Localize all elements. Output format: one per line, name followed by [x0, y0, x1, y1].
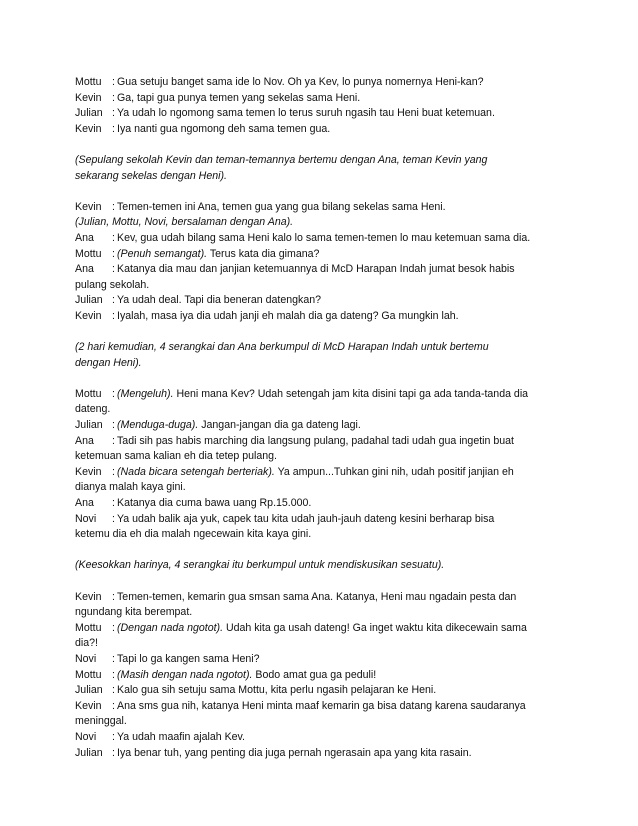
- dialogue-text: Iya benar tuh, yang penting dia juga pernah ngerasain apa yang kita rasain.: [117, 746, 472, 759]
- stage-direction: dengan Heni).: [75, 356, 142, 369]
- stage-direction: (Sepulang sekolah Kevin dan teman-temannya bertemu dengan Ana, teman Kevin yang: [75, 153, 488, 166]
- dialogue-text: Terus kata dia gimana?: [207, 247, 320, 260]
- speaker: Novi: [75, 730, 97, 743]
- dialogue-continuation: ngundang kita berempat.: [75, 606, 193, 619]
- dialogue-line: [75, 730, 575, 746]
- speaker: Julian: [75, 419, 103, 432]
- speaker: Kevin: [75, 699, 102, 712]
- dialogue-line: [75, 309, 575, 325]
- dialogue-line: [75, 91, 575, 107]
- dialogue-line: [75, 122, 575, 138]
- dialogue-text: Tadi sih pas habis marching dia langsung pulang, padahal tadi udah gua ingetin buat: [117, 434, 514, 447]
- speaker: Ana: [75, 497, 94, 510]
- colon: :: [112, 699, 115, 712]
- dialogue-text: Ana sms gua nih, katanya Heni minta maaf kemarin ga bisa datang karena saudaranya: [117, 699, 526, 712]
- dialogue-line: [75, 231, 575, 247]
- stage-direction: sekarang sekelas dengan Heni).: [75, 169, 227, 182]
- action-note: (Masih dengan nada ngotot).: [117, 668, 253, 681]
- speaker: Julian: [75, 746, 103, 759]
- dialogue-line: [75, 200, 575, 216]
- dialogue-text: Kev, gua udah bilang sama Heni kalo lo sama temen-temen lo mau ketemuan sama dia.: [117, 231, 531, 244]
- dialogue-text: Jangan-jangan dia ga dateng lagi.: [198, 419, 361, 432]
- action-note: (Menduga-duga).: [117, 419, 199, 432]
- speaker: Ana: [75, 263, 94, 276]
- dialogue-text: Katanya dia mau dan janjian ketemuannya di McD Harapan Indah jumat besok habis: [117, 263, 515, 276]
- dialogue-line: [75, 418, 575, 434]
- colon: :: [112, 684, 115, 697]
- colon: :: [112, 668, 115, 681]
- stage-direction: (Keesokkan harinya, 4 serangkai itu berkumpul untuk mendiskusikan sesuatu).: [75, 559, 445, 572]
- dialogue-line: [75, 683, 575, 699]
- colon: :: [112, 497, 115, 510]
- dialogue-line: [75, 262, 575, 278]
- dialogue-text: Katanya dia cuma bawa uang Rp.15.000.: [117, 497, 312, 510]
- colon: :: [112, 294, 115, 307]
- colon: :: [112, 200, 115, 213]
- dialogue-text: Udah kita ga usah dateng! Ga inget waktu kita dikecewain sama: [223, 621, 527, 634]
- dialogue-continuation: ketemu dia eh dia malah ngecewain kita kaya gini.: [75, 528, 312, 541]
- colon: :: [112, 122, 115, 135]
- speaker: Julian: [75, 107, 103, 120]
- colon: :: [112, 434, 115, 447]
- dialogue-text: Ya udah lo ngomong sama temen lo terus suruh ngasih tau Heni buat ketemuan.: [117, 107, 495, 120]
- colon: :: [112, 263, 115, 276]
- dialogue-continuation: pulang sekolah.: [75, 278, 150, 291]
- dialogue-continuation: meninggal.: [75, 715, 127, 728]
- colon: :: [112, 512, 115, 525]
- action-note: (Mengeluh).: [117, 387, 174, 400]
- action-note: (Penuh semangat).: [117, 247, 208, 260]
- speaker: Mottu: [75, 668, 102, 681]
- action-note: (Nada bicara setengah berteriak).: [117, 465, 275, 478]
- dialogue-continuation: dateng.: [75, 403, 111, 416]
- speaker: Julian: [75, 294, 103, 307]
- dialogue-line: [75, 247, 575, 263]
- colon: :: [112, 621, 115, 634]
- dialogue-line: [75, 512, 575, 528]
- dialogue-text: Kalo gua sih setuju sama Mottu, kita perlu ngasih pelajaran ke Heni.: [117, 684, 437, 697]
- dialogue-text: Ga, tapi gua punya temen yang sekelas sama Heni.: [117, 91, 361, 104]
- dialogue-continuation: dianya malah kaya gini.: [75, 481, 186, 494]
- stage-direction: (2 hari kemudian, 4 serangkai dan Ana berkumpul di McD Harapan Indah untuk bertemu: [75, 341, 489, 354]
- speaker: Kevin: [75, 122, 102, 135]
- colon: :: [112, 91, 115, 104]
- speaker: Ana: [75, 231, 94, 244]
- dialogue-line: [75, 293, 575, 309]
- speaker: Novi: [75, 652, 97, 665]
- colon: :: [112, 746, 115, 759]
- dialogue-line: [75, 621, 575, 637]
- dialogue-text: Bodo amat gua ga peduli!: [252, 668, 377, 681]
- dialogue-text: Ya ampun...Tuhkan gini nih, udah positif janjian eh: [274, 465, 514, 478]
- dialogue-text: Ya udah deal. Tapi dia beneran datengkan?: [117, 294, 322, 307]
- dialogue-line: [75, 434, 575, 450]
- colon: :: [112, 465, 115, 478]
- document-page: [75, 75, 575, 761]
- speaker: Kevin: [75, 465, 102, 478]
- colon: :: [112, 419, 115, 432]
- speaker: Mottu: [75, 76, 102, 88]
- colon: :: [112, 231, 115, 244]
- dialogue-line: [75, 652, 575, 668]
- dialogue-line: [75, 590, 575, 606]
- dialogue-line: [75, 668, 575, 684]
- colon: :: [112, 590, 115, 603]
- colon: :: [112, 652, 115, 665]
- speaker: Kevin: [75, 590, 102, 603]
- dialogue-text: Ya udah maafin ajalah Kev.: [117, 730, 245, 743]
- dialogue-continuation: dia?!: [75, 637, 98, 650]
- dialogue-continuation: ketemuan sama kalian eh dia tetep pulang.: [75, 450, 278, 463]
- dialogue-line: [75, 496, 575, 512]
- colon: :: [112, 387, 115, 400]
- colon: :: [112, 309, 115, 322]
- colon: :: [112, 247, 115, 260]
- speaker: Julian: [75, 684, 103, 697]
- dialogue-text: Temen-temen, kemarin gua smsan sama Ana. Katanya, Heni mau ngadain pesta dan: [117, 590, 517, 603]
- colon: :: [112, 730, 115, 743]
- dialogue-line: [75, 699, 575, 715]
- speaker: Kevin: [75, 91, 102, 104]
- dialogue-text: Tapi lo ga kangen sama Heni?: [117, 652, 260, 665]
- dialogue-text: Iyalah, masa iya dia udah janji eh malah dia ga dateng? Ga mungkin lah.: [117, 309, 459, 322]
- dialogue-text: Heni mana Kev? Udah setengah jam kita disini tapi ga ada tanda-tanda dia: [173, 387, 529, 400]
- speaker: Kevin: [75, 309, 102, 322]
- stage-direction: (Julian, Mottu, Novi, bersalaman dengan Ana).: [75, 216, 294, 229]
- dialogue-line: [75, 387, 575, 403]
- dialogue-line: [75, 106, 575, 122]
- speaker: Mottu: [75, 387, 102, 400]
- speaker: Mottu: [75, 247, 102, 260]
- speaker: Kevin: [75, 200, 102, 213]
- action-note: (Dengan nada ngotot).: [117, 621, 224, 634]
- speaker: Novi: [75, 512, 97, 525]
- speaker: Ana: [75, 434, 94, 447]
- dialogue-text: Ya udah balik aja yuk, capek tau kita udah jauh-jauh dateng kesini berharap bisa: [117, 512, 495, 525]
- dialogue-text: Iya nanti gua ngomong deh sama temen gua.: [117, 122, 331, 135]
- colon: :: [112, 107, 115, 120]
- dialogue-text: Gua setuju banget sama ide lo Nov. Oh ya Kev, lo punya nomernya Heni-kan?: [117, 76, 484, 88]
- colon: :: [112, 76, 115, 88]
- dialogue-line: [75, 746, 575, 762]
- dialogue-text: Temen-temen ini Ana, temen gua yang gua bilang sekelas sama Heni.: [117, 200, 446, 213]
- dialogue-line: [75, 465, 575, 481]
- speaker: Mottu: [75, 621, 102, 634]
- dialogue-line: [75, 75, 575, 91]
